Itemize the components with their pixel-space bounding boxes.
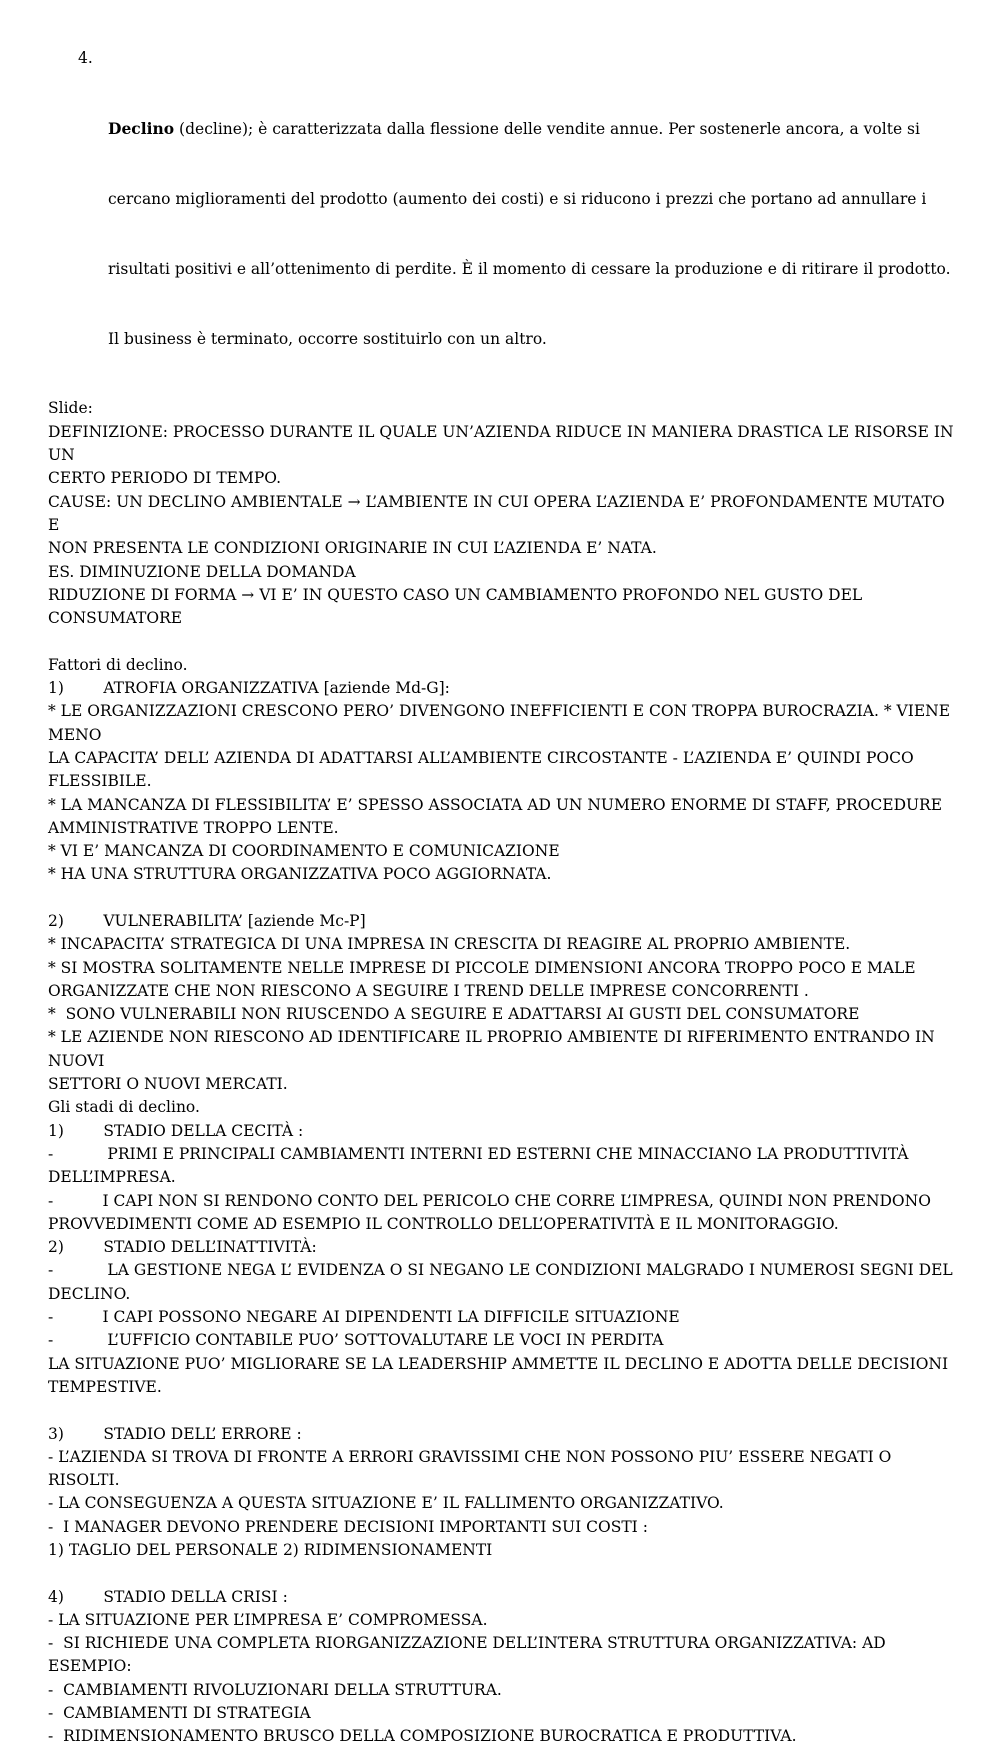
text-line: 4) STADIO DELLA CRISI : [48,1587,288,1606]
text-line [48,887,958,910]
item-line-3: risultati positivi e all’ottenimento di perdite. È il momento di cessare la produzione e di ritirare il prodotto. [108,259,951,278]
text-line: - CAMBIAMENTI RIVOLUZIONARI DELLA STRUTTURA. [48,1680,502,1699]
item-line-2: cercano miglioramenti del prodotto (aumento dei costi) e si riducono i prezzi che portano ad annullare i [108,189,927,208]
numbered-item-declino [48,47,958,397]
text-line: NON PRESENTA LE CONDIZIONI ORIGINARIE IN CUI L’AZIENDA E’ NATA. [48,539,657,558]
item-number: 4. [78,49,93,67]
text-line: ES. DIMINUZIONE DELLA DOMANDA [48,562,356,581]
text-line: TEMPESTIVE. [48,1377,162,1396]
text-line: FLESSIBILE. [48,772,152,791]
text-line [48,1562,958,1585]
text-line: - I CAPI NON SI RENDONO CONTO DEL PERICOLO CHE CORRE L’IMPRESA, QUINDI NON PRENDONO [48,1191,931,1210]
text-line: Fattori di declino. [48,655,188,674]
text-line: - RIDIMENSIONAMENTO BRUSCO DELLA COMPOSIZIONE BUROCRATICA E PRODUTTIVA. [48,1727,797,1746]
text-line: * SI MOSTRA SOLITAMENTE NELLE IMPRESE DI PICCOLE DIMENSIONI ANCORA TROPPO POCO E MALE [48,958,916,977]
text-line: 1) TAGLIO DEL PERSONALE 2) RIDIMENSIONAMENTI [48,1541,493,1559]
text-line: 2) STADIO DELL’INATTIVITÀ: [48,1238,317,1257]
item-line-4: Il business è terminato, occorre sostituirlo con un altro. [108,329,547,348]
text-line: * LA MANCANZA DI FLESSIBILITA’ E’ SPESSO ASSOCIATA AD UN NUMERO ENORME DI STAFF, PROCEDURE [48,795,943,814]
text-line: RIDUZIONE DI FORMA → VI E’ IN QUESTO CASO UN CAMBIAMENTO PROFONDO NEL GUSTO DEL CONSUMATORE [48,585,868,628]
text-line [48,630,958,653]
text-line: PROVVEDIMENTI COME AD ESEMPIO IL CONTROLLO DELL’OPERATIVITÀ E IL MONITORAGGIO. [48,1214,839,1233]
item-term: Declino [108,118,175,138]
text-line: - CAMBIAMENTI DI STRATEGIA [48,1704,311,1723]
text-line: LA CAPACITA’ DELL’ AZIENDA DI ADATTARSI ALL’AMBIENTE CIRCOSTANTE - L’AZIENDA E’ QUINDI POCO [48,748,914,767]
text-line: - L’AZIENDA SI TROVA DI FRONTE A ERRORI GRAVISSIMI CHE NON POSSONO PIU’ ESSERE NEGATI O RISOLTI. [48,1447,897,1490]
text-line: DECLINO. [48,1284,131,1303]
text-line: - I MANAGER DEVONO PRENDERE DECISIONI IMPORTANTI SUI COSTI : [48,1517,648,1536]
text-line: - LA SITUAZIONE PER L’IMPRESA E’ COMPROMESSA. [48,1610,488,1629]
text-line: AMMINISTRATIVE TROPPO LENTE. [48,818,339,837]
text-line: - SI RICHIEDE UNA COMPLETA RIORGANIZZAZIONE DELL’INTERA STRUTTURA ORGANIZZATIVA: AD ESEMPIO: [48,1634,891,1676]
text-line: DEFINIZIONE: PROCESSO DURANTE IL QUALE UN’AZIENDA RIDUCE IN MANIERA DRASTICA LE RISORSE IN UN [48,422,959,465]
text-line [48,1399,958,1422]
text-line: LA SITUAZIONE PUO’ MIGLIORARE SE LA LEADERSHIP AMMETTE IL DECLINO E ADOTTA DELLE DECISIONI [48,1354,949,1373]
text-line: 3) STADIO DELL’ ERRORE : [48,1424,302,1443]
text-line: CERTO PERIODO DI TEMPO. [48,469,282,488]
text-line: - LA GESTIONE NEGA L’ EVIDENZA O SI NEGANO LE CONDIZIONI MALGRADO I NUMEROSI SEGNI DEL [48,1261,953,1280]
text-line: * INCAPACITA’ STRATEGICA DI UNA IMPRESA IN CRESCITA DI REAGIRE AL PROPRIO AMBIENTE. [48,935,851,954]
text-line: Gli stadi di declino. [48,1098,200,1117]
text-line: * VI E’ MANCANZA DI COORDINAMENTO E COMUNICAZIONE [48,842,560,861]
text-line: 1) STADIO DELLA CECITÀ : [48,1121,304,1140]
text-line: - PRIMI E PRINCIPALI CAMBIAMENTI INTERNI ED ESTERNI CHE MINACCIANO LA PRODUTTIVITÀ [48,1144,909,1163]
item-line-1: (decline); è caratterizzata dalla flessione delle vendite annue. Per sostenerle ancora, a volte si [174,119,920,138]
text-line: * LE AZIENDE NON RIESCONO AD IDENTIFICARE IL PROPRIO AMBIENTE DI RIFERIMENTO ENTRANDO IN NUOVI [48,1028,940,1070]
text-line: Slide: [48,399,93,418]
text-line: DELL’IMPRESA. [48,1168,176,1187]
document-page [48,47,958,1749]
text-line: - L’UFFICIO CONTABILE PUO’ SOTTOVALUTARE LE VOCI IN PERDITA [48,1331,664,1350]
text-line: 2) VULNERABILITA’ [aziende Mc-P] [48,911,366,930]
text-line: 1) ATROFIA ORGANIZZATIVA [aziende Md-G]: [48,679,450,698]
text-line: - LA CONSEGUENZA A QUESTA SITUAZIONE E’ IL FALLIMENTO ORGANIZZATIVO. [48,1494,724,1513]
text-line: - I CAPI POSSONO NEGARE AI DIPENDENTI LA DIFFICILE SITUAZIONE [48,1308,680,1327]
document-body [48,397,958,1748]
text-line: SETTORI O NUOVI MERCATI. [48,1075,288,1094]
text-line: * HA UNA STRUTTURA ORGANIZZATIVA POCO AGGIORNATA. [48,865,552,884]
text-line: * SONO VULNERABILI NON RIUSCENDO A SEGUIRE E ADATTARSI AI GUSTI DEL CONSUMATORE [48,1005,860,1024]
text-line: * LE ORGANIZZAZIONI CRESCONO PERO’ DIVENGONO INEFFICIENTI E CON TROPPA BUROCRAZIA. * VIENE MENO [48,702,955,744]
text-line: CAUSE: UN DECLINO AMBIENTALE → L’AMBIENTE IN CUI OPERA L’AZIENDA E’ PROFONDAMENTE MUTATO E [48,492,950,534]
item-first-line [108,117,958,141]
text-line: ORGANIZZATE CHE NON RIESCONO A SEGUIRE I TREND DELLE IMPRESE CONCORRENTI . [48,981,809,1000]
